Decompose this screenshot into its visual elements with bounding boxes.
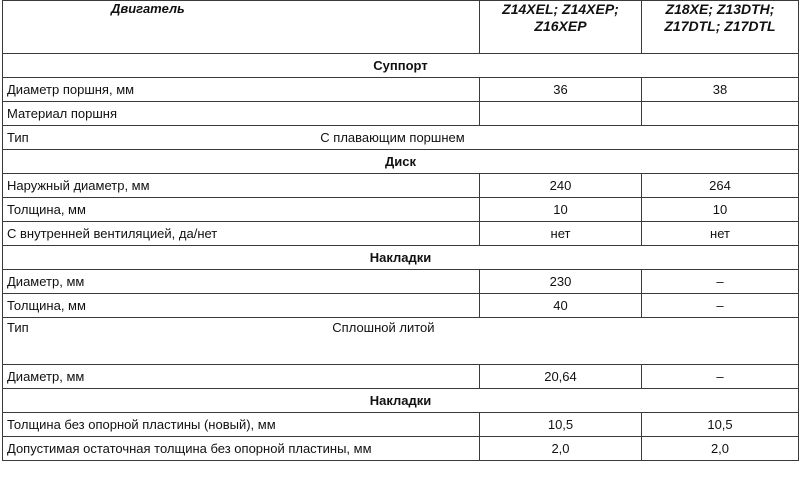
row-label: Толщина, мм <box>3 198 480 222</box>
section-title-pads: Накладки <box>3 246 799 270</box>
row-value-2: 264 <box>642 174 799 198</box>
row-label: Тип <box>7 130 29 145</box>
brake-spec-table <box>2 0 799 461</box>
row-value-2: нет <box>642 222 799 246</box>
table-row <box>3 126 799 150</box>
section-row-caliper <box>3 54 799 78</box>
row-label: Наружный диаметр, мм <box>3 174 480 198</box>
row-value-1: 10,5 <box>480 413 642 437</box>
row-value-1: нет <box>480 222 642 246</box>
row-value-2: 38 <box>642 78 799 102</box>
row-label: Толщина без опорной пластины (новый), мм <box>3 413 480 437</box>
section-title-pads-2: Накладки <box>3 389 799 413</box>
table-header-row <box>3 1 799 54</box>
table-row <box>3 365 799 389</box>
table-row <box>3 318 799 365</box>
row-value-2 <box>642 102 799 126</box>
header-engine-group-2: Z18XE; Z13DTH; Z17DTL; Z17DTL <box>642 1 799 54</box>
table-row <box>3 413 799 437</box>
row-label: С внутренней вентиляцией, да/нет <box>3 222 480 246</box>
table-row <box>3 222 799 246</box>
table-row <box>3 437 799 461</box>
table-row <box>3 270 799 294</box>
row-label: Диаметр поршня, мм <box>3 78 480 102</box>
row-value-2: – <box>642 365 799 389</box>
row-value-2: 10,5 <box>642 413 799 437</box>
row-value-1: 10 <box>480 198 642 222</box>
row-value-1: 36 <box>480 78 642 102</box>
row-value-1: 20,64 <box>480 365 642 389</box>
row-value-2: 10 <box>642 198 799 222</box>
row-value-2: – <box>642 270 799 294</box>
row-value-1: 240 <box>480 174 642 198</box>
section-row-pads <box>3 246 799 270</box>
row-spanning-cell <box>3 318 799 365</box>
table-row <box>3 174 799 198</box>
row-value-2: – <box>642 294 799 318</box>
section-row-disc <box>3 150 799 174</box>
table-row <box>3 78 799 102</box>
section-row-pads-2 <box>3 389 799 413</box>
row-value-1: 40 <box>480 294 642 318</box>
row-label: Допустимая остаточная толщина без опорной пластины, мм <box>3 437 480 461</box>
row-label: Материал поршня <box>3 102 480 126</box>
header-engine-group-1: Z14XEL; Z14XEP; Z16XEP <box>480 1 642 54</box>
section-title-caliper: Суппорт <box>3 54 799 78</box>
table-row <box>3 102 799 126</box>
table-row <box>3 294 799 318</box>
row-label: Толщина, мм <box>3 294 480 318</box>
table-row <box>3 198 799 222</box>
spec-table-container <box>2 0 799 461</box>
row-label: Диаметр, мм <box>3 365 480 389</box>
row-label: Диаметр, мм <box>3 270 480 294</box>
row-value-2: 2,0 <box>642 437 799 461</box>
row-spanning-value: Сплошной литой <box>332 320 435 335</box>
row-label: Тип <box>7 320 29 335</box>
row-value-1 <box>480 102 642 126</box>
row-value-1: 2,0 <box>480 437 642 461</box>
row-value-1: 230 <box>480 270 642 294</box>
row-spanning-cell <box>3 126 799 150</box>
section-title-disc: Диск <box>3 150 799 174</box>
header-engine: Двигатель <box>3 1 480 54</box>
row-spanning-value: С плавающим поршнем <box>320 130 465 145</box>
